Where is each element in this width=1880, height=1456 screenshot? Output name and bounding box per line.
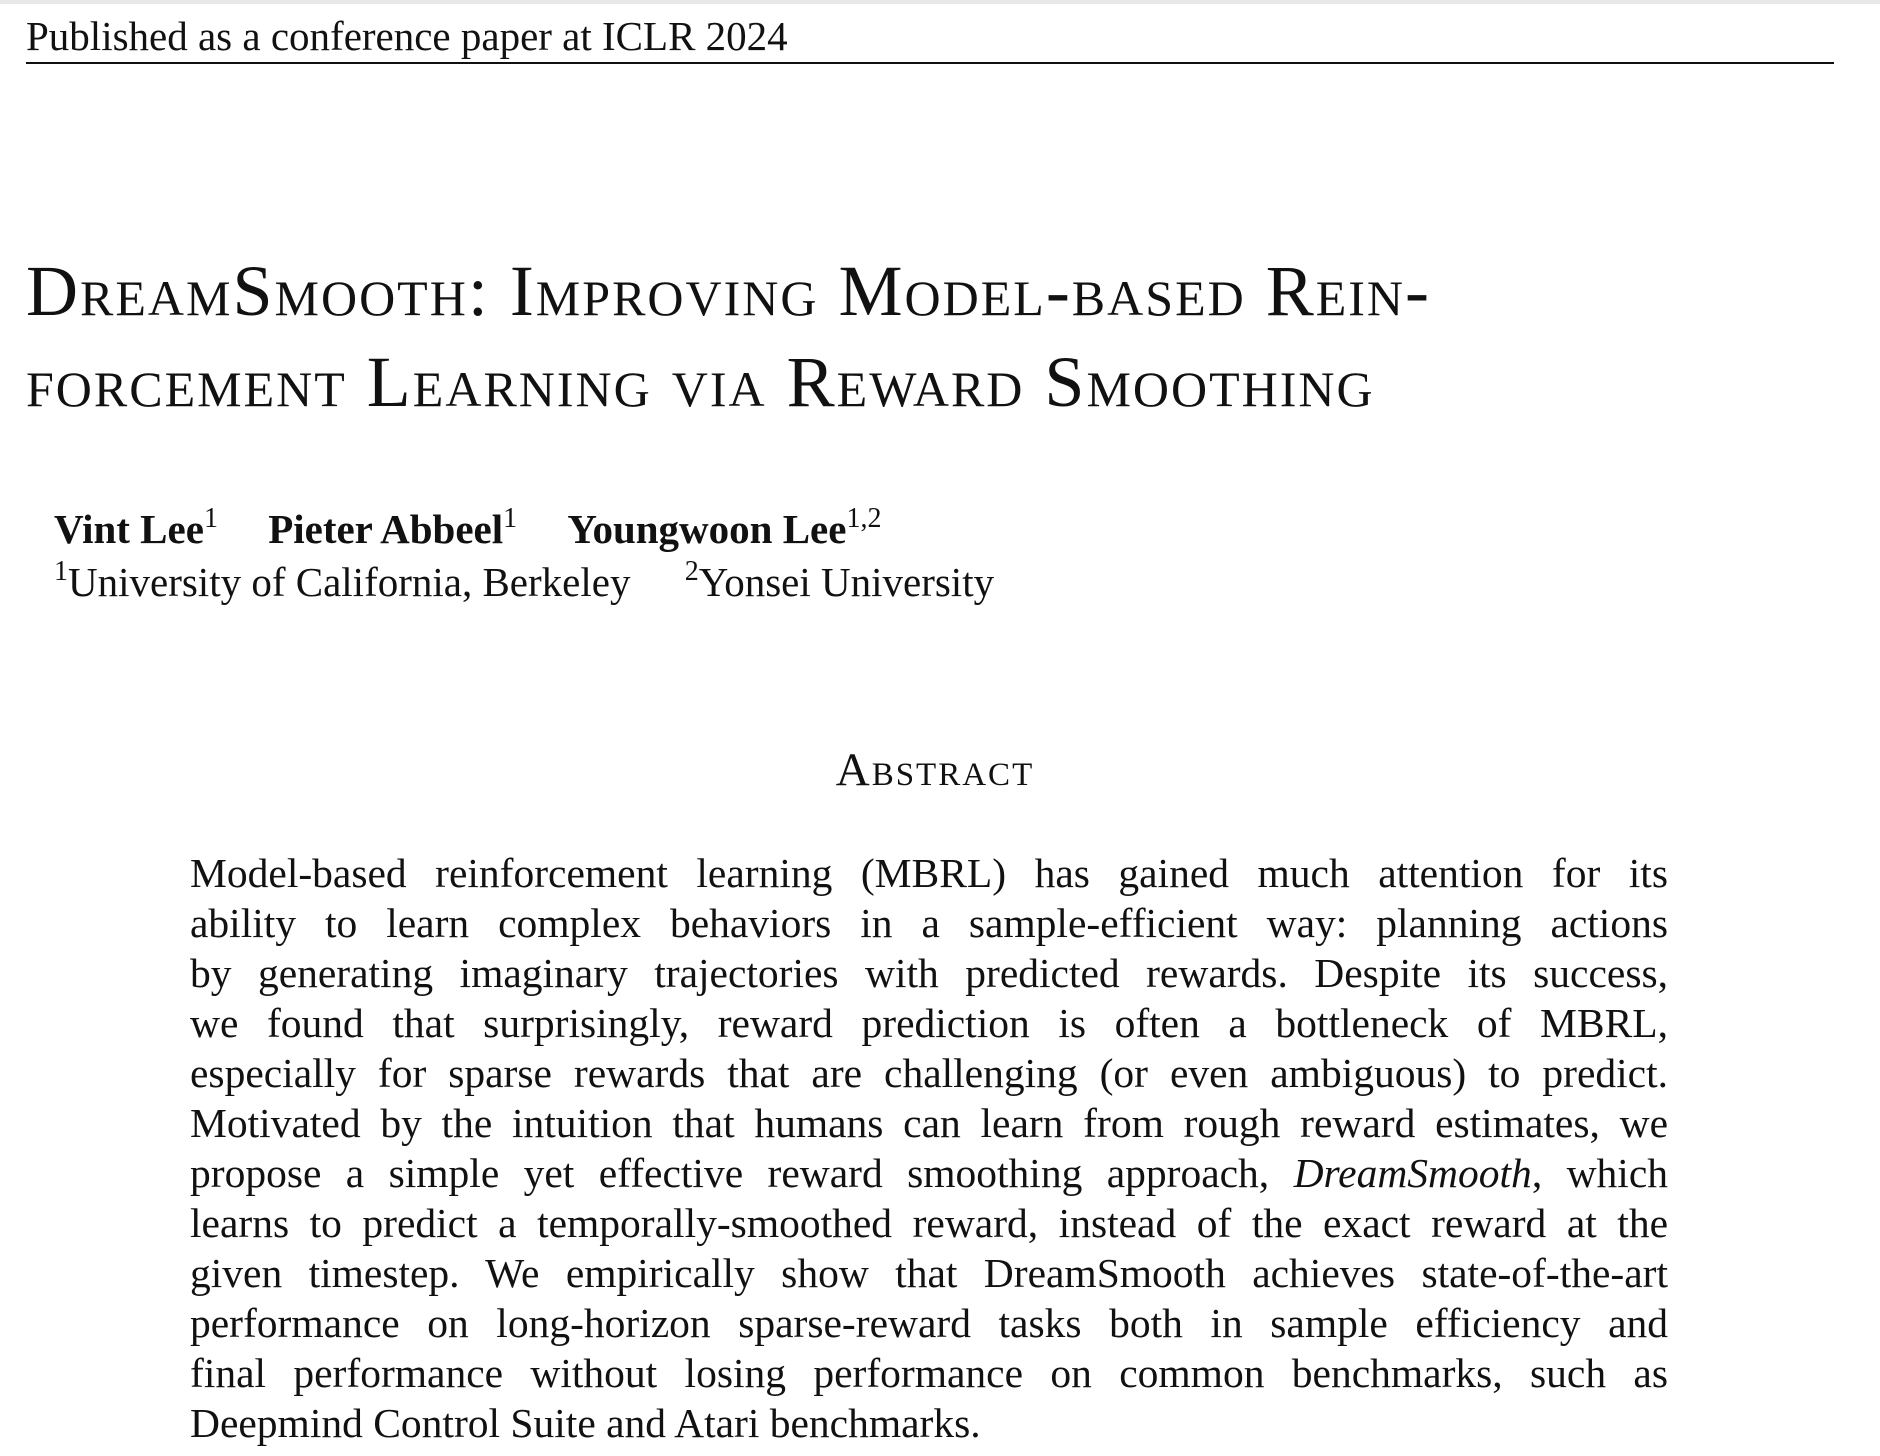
abstract-line: we found that surprisingly, reward prediction is often a bottleneck of MBRL,: [190, 1000, 1668, 1046]
affiliation-name: University of California, Berkeley: [68, 559, 631, 605]
abstract-line: [190, 1148, 1668, 1198]
author-name: Vint Lee: [54, 506, 204, 552]
abstract-text: propose a simple yet effective reward smoothing approach,: [190, 1150, 1294, 1196]
affiliation-list: [54, 558, 994, 606]
title-line-1: DreamSmooth: Improving Model-based Rein-: [26, 251, 1432, 331]
affiliation-1: [54, 556, 631, 605]
author-affil-mark: 1,2: [846, 503, 882, 534]
abstract-line: Deepmind Control Suite and Atari benchmarks.: [190, 1400, 981, 1446]
author-name: Youngwoon Lee: [567, 506, 847, 552]
abstract-line: especially for sparse rewards that are challenging (or even ambiguous) to predict.: [190, 1050, 1668, 1096]
title-line-2: forcement Learning via Reward Smoothing: [26, 342, 1375, 422]
abstract-line: Model-based reinforcement learning (MBRL) has gained much attention for its: [190, 850, 1668, 896]
abstract-line: learns to predict a temporally-smoothed reward, instead of the exact reward at the: [190, 1200, 1668, 1246]
affiliation-name: Yonsei University: [698, 559, 995, 605]
affiliation-2: [684, 556, 995, 605]
author-affil-mark: 1: [203, 503, 218, 534]
paper-title: [26, 246, 1856, 428]
abstract-body: [190, 848, 1668, 1448]
method-name-emphasis: DreamSmooth: [1293, 1150, 1532, 1196]
affiliation-mark: 2: [684, 556, 699, 587]
author-list: [54, 505, 881, 553]
abstract-line: Motivated by the intuition that humans can learn from rough reward estimates, we: [190, 1100, 1668, 1146]
page-top-border: [0, 0, 1880, 4]
abstract-line: given timestep. We empirically show that DreamSmooth achieves state-of-the-art: [190, 1250, 1668, 1296]
venue-line: Published as a conference paper at ICLR 2024: [26, 13, 788, 59]
abstract-line: by generating imaginary trajectories with predicted rewards. Despite its success,: [190, 950, 1668, 996]
abstract-line: performance on long-horizon sparse-reward tasks both in sample efficiency and: [190, 1300, 1668, 1346]
author-affil-mark: 1: [503, 503, 518, 534]
author-2: [268, 503, 518, 552]
author-3: [567, 503, 882, 552]
affiliation-mark: 1: [54, 556, 68, 587]
abstract-heading: Abstract: [835, 744, 1035, 796]
author-name: Pieter Abbeel: [268, 506, 504, 552]
running-header: [26, 6, 1834, 64]
abstract-line: final performance without losing performance on common benchmarks, such as: [190, 1350, 1668, 1396]
abstract-text: , which: [1531, 1150, 1668, 1196]
author-1: [54, 503, 218, 552]
abstract-line: ability to learn complex behaviors in a sample-efficient way: planning actions: [190, 900, 1668, 946]
